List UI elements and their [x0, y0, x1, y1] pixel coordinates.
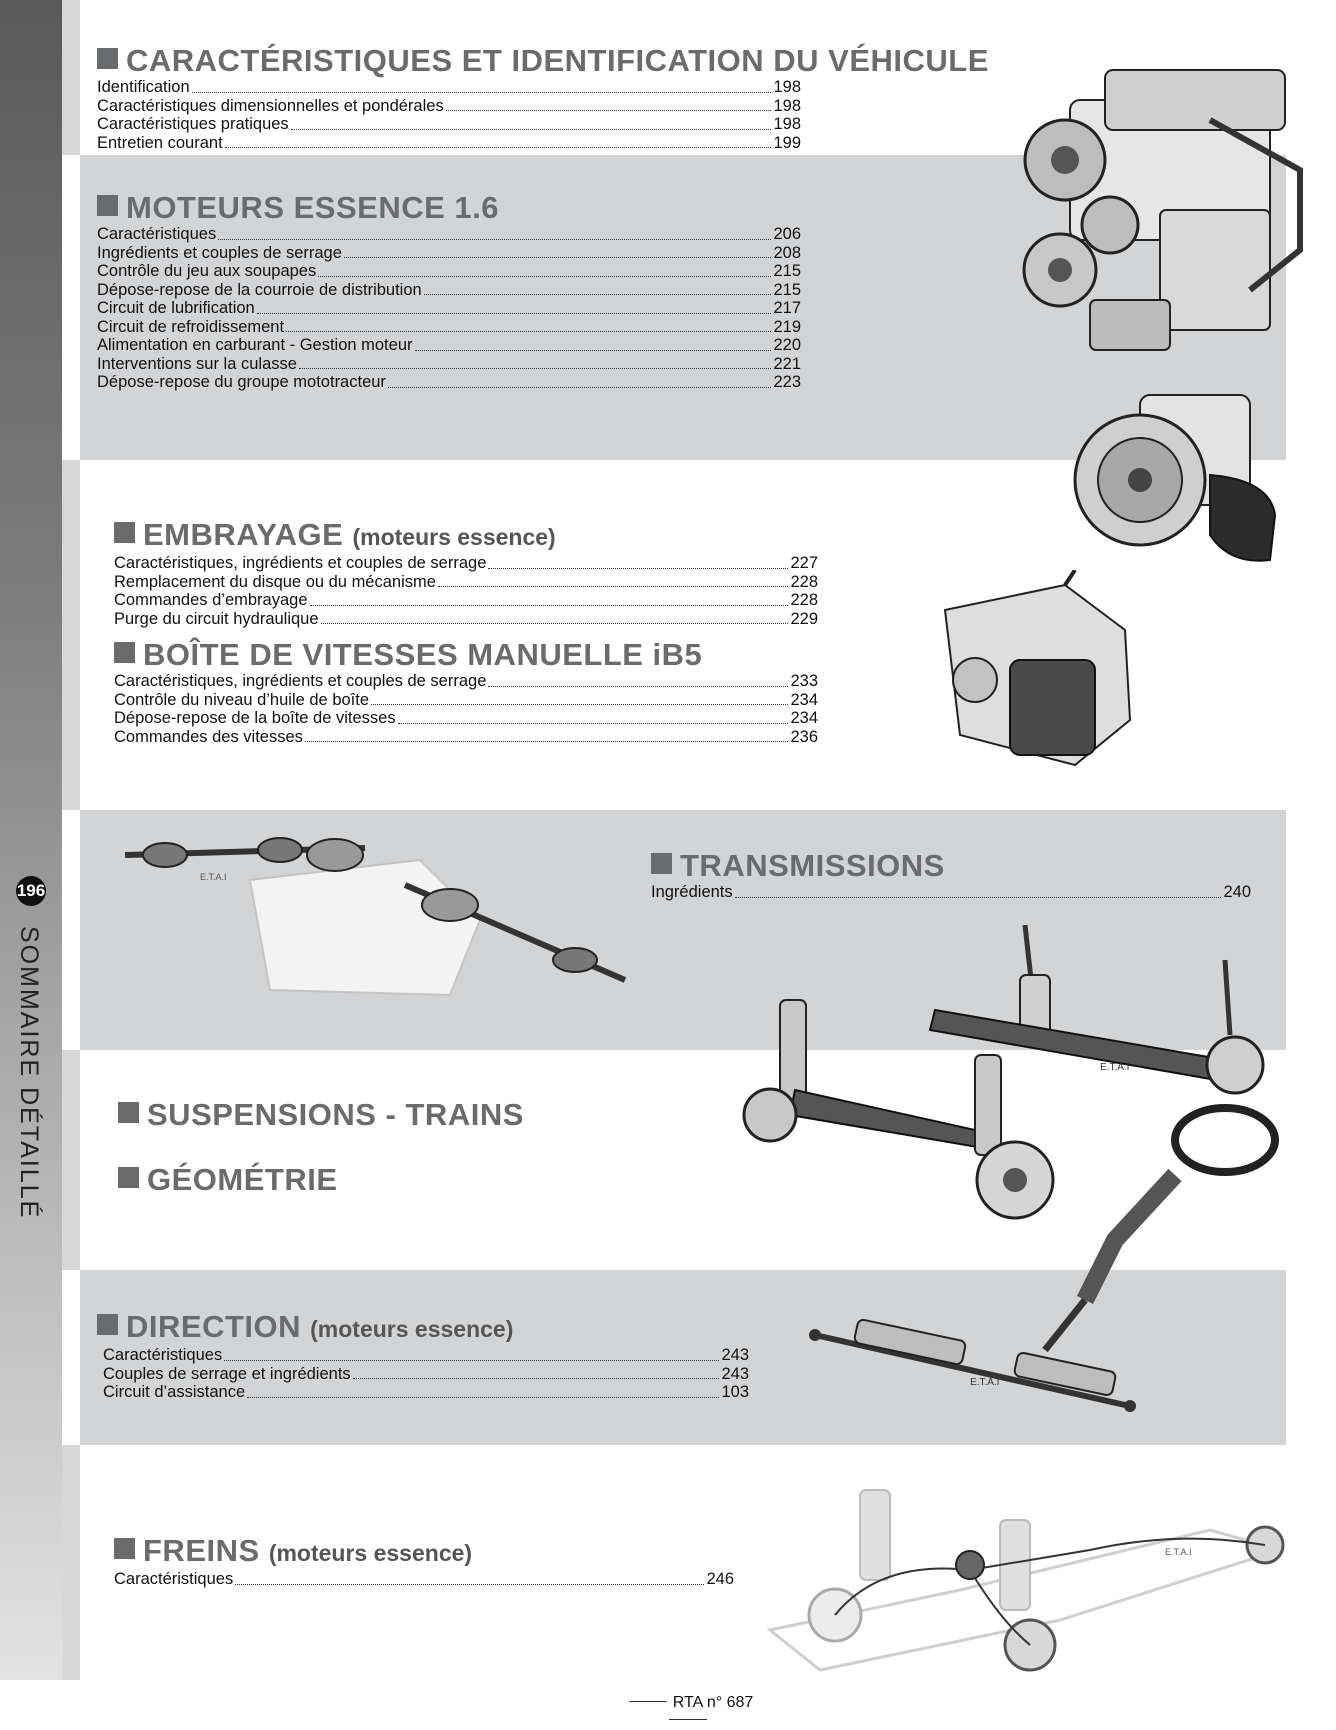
section-brakes	[114, 1534, 734, 1589]
bullet-square-icon	[114, 642, 135, 663]
toc-list	[103, 1346, 749, 1402]
toc-item[interactable]: Contrôle du niveau d’huile de boîte 234	[114, 690, 818, 709]
page-number-badge: 196	[16, 876, 46, 906]
section-title: MOTEURS ESSENCE 1.6	[97, 191, 801, 225]
brakes-illustration	[760, 1470, 1285, 1675]
gearbox-illustration	[925, 570, 1150, 770]
section-engines	[97, 191, 801, 392]
section-title: BOÎTE DE VITESSES MANUELLE iB5	[114, 638, 818, 672]
sidebar-light-strip	[62, 1050, 80, 1270]
toc-list	[97, 78, 801, 152]
bullet-square-icon	[97, 48, 118, 69]
sidebar-light-strip	[62, 1445, 80, 1680]
toc-list	[97, 225, 801, 392]
toc-list	[114, 554, 818, 628]
section-title: EMBRAYAGE (moteurs essence)	[114, 518, 818, 554]
toc-item[interactable]: Remplacement du disque ou du mécanisme 228	[114, 572, 818, 591]
toc-list	[114, 672, 818, 746]
sidebar-strip	[0, 0, 62, 1680]
toc-item[interactable]: Caractéristiques, ingrédients et couples de serrage 233	[114, 672, 818, 690]
toc-item[interactable]: Interventions sur la culasse 221	[97, 354, 801, 373]
toc-item[interactable]: Dépose-repose du groupe mototracteur 223	[97, 373, 801, 391]
bullet-square-icon	[118, 1102, 139, 1123]
toc-item[interactable]: Commandes des vitesses 236	[114, 727, 818, 746]
section-transmissions	[651, 849, 1251, 902]
sidebar-title: SOMMAIRE DÉTAILLÉ	[15, 926, 43, 1220]
toc-item[interactable]: Alimentation en carburant - Gestion moteur 220	[97, 336, 801, 354]
toc-item[interactable]: Dépose-repose de la courroie de distribution 215	[97, 280, 801, 299]
toc-item[interactable]: Commandes d’embrayage 228	[114, 591, 818, 609]
toc-item[interactable]: Circuit d’assistance 103	[103, 1383, 749, 1401]
toc-list	[114, 1570, 734, 1589]
sidebar-light-strip	[62, 460, 80, 810]
etai-watermark: E.T.A.I	[200, 872, 227, 882]
section-direction	[97, 1310, 749, 1402]
toc-item[interactable]: Caractéristiques, ingrédients et couples de serrage 227	[114, 554, 818, 572]
toc-item[interactable]: Caractéristiques dimensionnelles et pondérales 198	[97, 96, 801, 115]
etai-watermark: E.T.A.I	[1100, 1062, 1130, 1073]
toc-item[interactable]: Ingrédients et couples de serrage 208	[97, 243, 801, 262]
section-title: TRANSMISSIONS	[651, 849, 1251, 883]
toc-item[interactable]: Circuit de lubrification 217	[97, 299, 801, 317]
section-title: DIRECTION (moteurs essence)	[97, 1310, 749, 1346]
toc-item[interactable]: Ingrédients 240	[651, 883, 1251, 901]
toc-item[interactable]: Caractéristiques 206	[97, 225, 801, 243]
toc-item[interactable]: Dépose-repose de la boîte de vitesses 234	[114, 709, 818, 727]
section-geometry	[118, 1163, 338, 1197]
toc-item[interactable]: Entretien courant 199	[97, 133, 801, 152]
section-title: FREINS (moteurs essence)	[114, 1534, 734, 1570]
toc-item[interactable]: Circuit de refroidissement 219	[97, 317, 801, 336]
etai-watermark: E.T.A.I	[1165, 1547, 1192, 1557]
toc-item[interactable]: Caractéristiques 243	[103, 1346, 749, 1364]
etai-watermark: E.T.A.I	[970, 1377, 1000, 1388]
toc-item[interactable]: Caractéristiques pratiques 198	[97, 115, 801, 133]
steering-illustration	[795, 1100, 1280, 1435]
section-gearbox	[114, 638, 818, 746]
toc-item[interactable]: Purge du circuit hydraulique 229	[114, 609, 818, 628]
section-suspensions	[118, 1098, 524, 1132]
toc-item[interactable]: Couples de serrage et ingrédients 243	[103, 1364, 749, 1383]
toc-item[interactable]: Identification 198	[97, 78, 801, 96]
page-footer: RTA n° 687	[598, 1694, 778, 1730]
bullet-square-icon	[651, 853, 672, 874]
bullet-square-icon	[97, 195, 118, 216]
bullet-square-icon	[114, 1538, 135, 1559]
section-clutch	[114, 518, 818, 628]
engine-illustration	[1010, 60, 1310, 365]
toc-list	[651, 883, 1251, 902]
bullet-square-icon	[97, 1314, 118, 1335]
section-title: SUSPENSIONS - TRAINS	[118, 1098, 524, 1132]
driveshaft-illustration	[120, 830, 635, 1000]
toc-item[interactable]: Caractéristiques 246	[114, 1570, 734, 1588]
bullet-square-icon	[118, 1167, 139, 1188]
bullet-square-icon	[114, 522, 135, 543]
section-vehicle	[97, 43, 989, 152]
section-title: GÉOMÉTRIE	[118, 1163, 338, 1197]
sidebar-light-strip	[62, 0, 80, 155]
toc-item[interactable]: Contrôle du jeu aux soupapes 215	[97, 262, 801, 280]
clutch-illustration	[1070, 385, 1285, 570]
section-title: CARACTÉRISTIQUES ET IDENTIFICATION DU VÉHICULE	[97, 44, 801, 78]
